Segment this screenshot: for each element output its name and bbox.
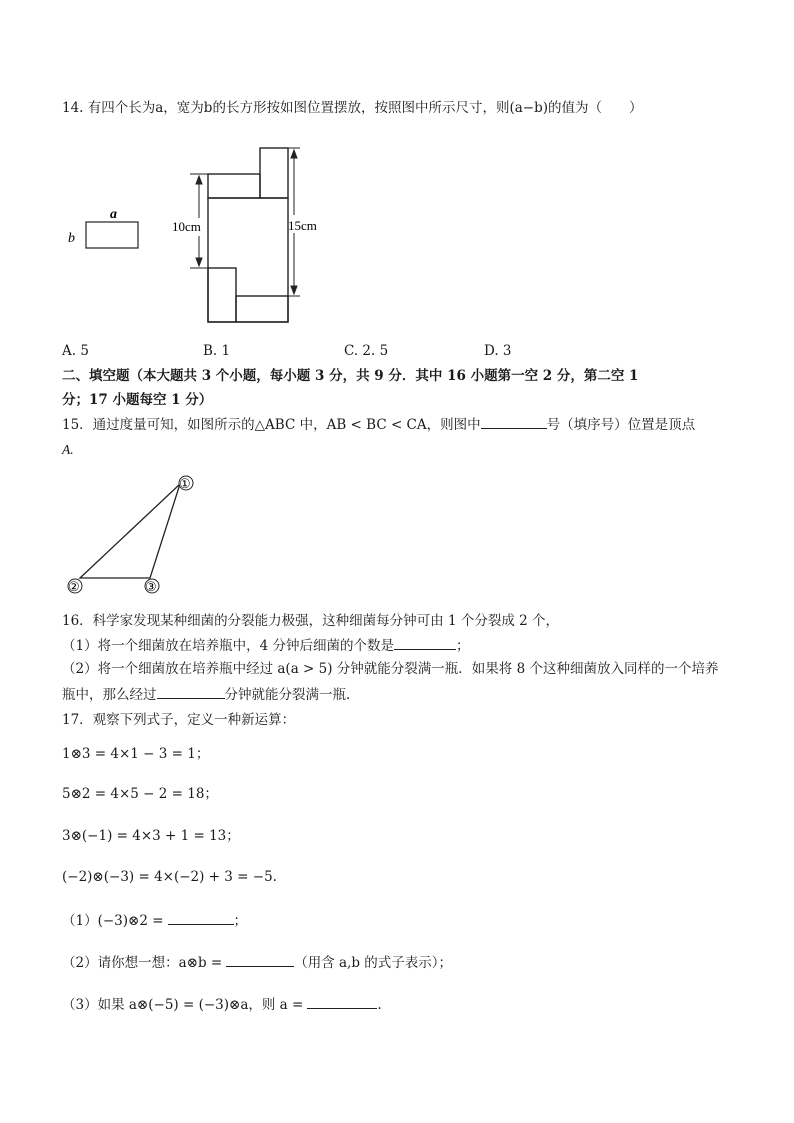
q17-example-3: 3⊗(−1) = 4×3 + 1 = 13；	[62, 828, 240, 844]
q17-part1-text: （1）(−3)⊗2 =	[62, 913, 164, 929]
q17-part1-end: ；	[233, 913, 248, 929]
q17-example-2: 5⊗2 = 4×5 − 2 = 18；	[62, 786, 218, 802]
q17-part1	[62, 910, 247, 931]
section2-heading-line1: 二、填空题（本大题共 3 个小题，每小题 3 分，共 9 分．其中 16 小题第一空 2 分，第二空 1	[62, 368, 639, 384]
q16-part2-blank[interactable]	[157, 684, 225, 699]
q17-part3-text: （3）如果 a⊗(−5) = (−3)⊗a，则 a =	[62, 997, 304, 1013]
q17-part2-text: （2）请你想一想：a⊗b =	[62, 955, 223, 971]
q16-part2: （2）将一个细菌放在培养瓶中经过 a(a > 5) 分钟就能分裂满一瓶．如果将 8 个这种细菌放入同样的一个培养	[62, 661, 719, 677]
q14-option-b[interactable]: B. 1	[203, 343, 231, 359]
q14-option-a[interactable]: A. 5	[62, 343, 89, 359]
q14-option-d[interactable]: D. 3	[484, 343, 512, 359]
label-2: ②	[68, 579, 80, 594]
triangle	[80, 484, 180, 578]
q15-text-b: 号（填序号）位置是顶点	[546, 417, 696, 433]
q17-part2-blank[interactable]	[226, 952, 294, 967]
q14-stem: 14. 有四个长为a，宽为b的长方形按如图位置摆放，按照图中所示尺寸，则(a−b)的值为（ ）	[62, 100, 643, 116]
q16-part1-text: （1）将一个细菌放在培养瓶中，4 分钟后细菌的个数是	[62, 638, 394, 654]
q16-part2-end: 分钟就能分裂满一瓶.	[224, 687, 351, 703]
label-a: a	[110, 207, 117, 222]
q15-text-a: 15．通过度量可知，如图所示的△ABC 中，AB < BC < CA，则图中	[62, 417, 481, 433]
q17-part3-blank[interactable]	[307, 994, 377, 1009]
q15-line2: A.	[62, 442, 74, 457]
q17-stem: 17．观察下列式子，定义一种新运算：	[62, 712, 296, 728]
q14-option-c[interactable]: C. 2. 5	[344, 343, 389, 359]
label-b: b	[68, 231, 75, 246]
q16-part2-text: 瓶中，那么经过	[62, 687, 157, 703]
label-1: ①	[179, 476, 191, 491]
q17-part1-blank[interactable]	[168, 910, 234, 925]
label-10cm: 10cm	[172, 219, 201, 234]
q16-part1	[62, 635, 469, 656]
label-15cm: 15cm	[288, 218, 317, 233]
q17-part2-end: （用含 a,b 的式子表示）；	[294, 955, 453, 971]
q14-small-rectangle-figure	[60, 200, 150, 260]
q17-part3	[62, 994, 382, 1015]
q17-example-1: 1⊗3 = 4×1 − 3 = 1；	[62, 746, 210, 762]
q16-part1-end: ；	[455, 638, 470, 654]
section2-heading-line2: 分；17 小题每空 1 分）	[62, 392, 213, 408]
q17-part2	[62, 952, 452, 973]
q16-part2-line2	[62, 684, 350, 705]
q16-stem: 16．科学家发现某种细菌的分裂能力极强，这种细菌每分钟可由 1 个分裂成 2 个，	[62, 613, 560, 629]
q17-example-4: (−2)⊗(−3) = 4×(−2) + 3 = −5.	[62, 869, 277, 885]
q15-answer-blank[interactable]	[481, 414, 547, 429]
label-3: ③	[145, 579, 157, 594]
q15-stem	[62, 414, 695, 435]
q17-part3-end: .	[377, 997, 382, 1013]
q14-arrangement-figure	[160, 140, 340, 330]
q15-triangle-figure	[60, 470, 210, 600]
small-rectangle	[86, 222, 138, 248]
q16-part1-blank[interactable]	[394, 635, 456, 650]
